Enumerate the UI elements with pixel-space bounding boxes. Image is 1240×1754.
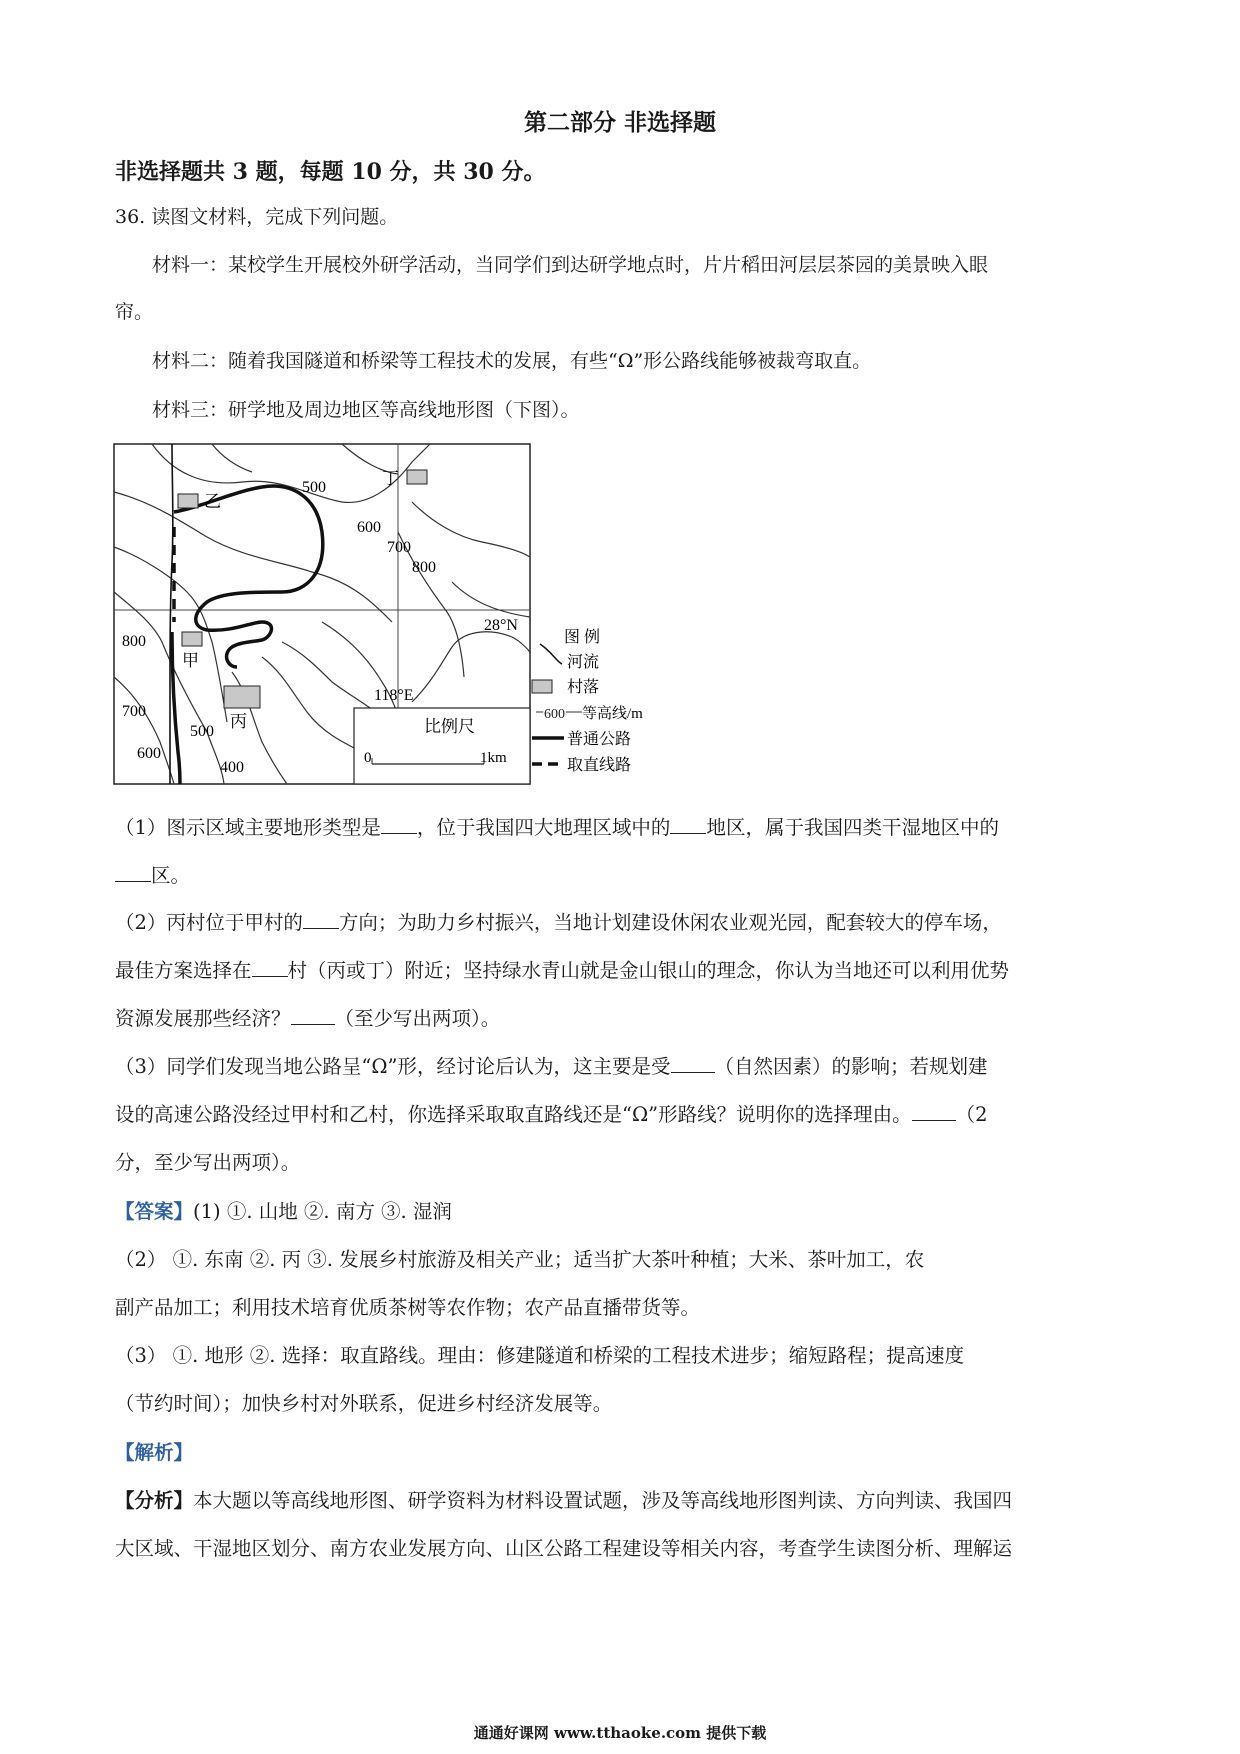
- village-jia-label: 甲: [182, 651, 199, 670]
- answer-2-line1: （2） ①. 东南 ②. 丙 ③. 发展乡村旅游及相关产业；适当扩大茶叶种植；大米、茶叶加工，农: [115, 1248, 925, 1271]
- subquestion-1-line2: 区。: [115, 860, 190, 888]
- answer-blank[interactable]: [291, 1006, 335, 1025]
- section-title: 第二部分 非选择题: [523, 109, 716, 136]
- subquestion-2-line2: 最佳方案选择在 村（丙或丁）附近；坚持绿水青山就是金山银山的理念，你认为当地还可以利用优势: [115, 959, 1010, 982]
- answer-blank[interactable]: [115, 863, 151, 882]
- answer-blank[interactable]: [381, 815, 417, 834]
- contour-label: 400: [220, 759, 244, 776]
- analysis-line2: 大区域、干湿地区划分、南方农业发展方向、山区公路工程建设等相关内容，考查学生读图分析、理解运: [115, 1537, 1013, 1560]
- material-three: 材料三：研学地及周边地区等高线地形图（下图）。: [152, 399, 580, 421]
- answer-blank[interactable]: [912, 1102, 956, 1121]
- contour-label: 600: [137, 745, 161, 762]
- village-ding-marker: [407, 470, 427, 484]
- legend-river-symbol: [540, 644, 562, 664]
- analysis-line1: 【分析】本大题以等高线地形图、研学资料为材料设置试题，涉及等高线地形图判读、方向判读、我国四: [115, 1489, 1013, 1512]
- village-jia-marker: [182, 632, 202, 646]
- legend-village: 村落: [567, 679, 600, 696]
- answer-blank[interactable]: [670, 815, 706, 834]
- answer-2-line2: 副产品加工；利用技术培育优质茶树等农作物；农产品直播带货等。: [115, 1296, 701, 1319]
- footer-text: 通通好课网 www.tthaoke.com 提供下载: [473, 1724, 767, 1742]
- village-ding-label: 丁: [382, 469, 399, 488]
- longitude-label: 118°E: [374, 687, 414, 704]
- legend-village-symbol: [532, 680, 552, 693]
- subquestion-2-line1: （2）丙村位于甲村的 方向；为助力乡村振兴，当地计划建设休闲农业观光园，配套较大的停车场，: [115, 911, 1002, 934]
- subquestion-1-line1: （1）图示区域主要地形类型是 ，位于我国四大地理区域中的 地区，属于我国四类干湿地区中的: [115, 816, 999, 839]
- contour-label: 700: [122, 703, 146, 720]
- scale-distance: 1km: [480, 750, 507, 766]
- subquestion-3-line2: 设的高速公路没经过甲村和乙村，你选择采取取直路线还是“Ω”形路线？说明你的选择理由。 （2: [115, 1103, 988, 1126]
- map-legend: [532, 628, 643, 774]
- contour-label: 500: [302, 479, 326, 496]
- question-intro: 36. 读图文材料，完成下列问题。: [115, 206, 399, 228]
- contour-label: 800: [122, 633, 146, 650]
- legend-straight-road: 取直线路: [567, 757, 632, 774]
- village-yi-marker: [178, 494, 198, 508]
- contour-label: 500: [190, 723, 214, 740]
- contour-label: 600: [357, 519, 381, 536]
- material-one-line1: 材料一：某校学生开展校外研学活动，当同学们到达研学地点时，片片稻田河层层茶园的美景映入眼: [152, 254, 989, 276]
- legend-contour-value: 600: [544, 707, 565, 722]
- subquestion-2-line3: 资源发展那些经济？ （至少写出两项）。: [115, 1007, 501, 1030]
- scale-zero: 0: [364, 750, 372, 766]
- subquestion-3-line3: 分，至少写出两项）。: [115, 1151, 301, 1174]
- material-two: 材料二：随着我国隧道和桥梁等工程技术的发展，有些“Ω”形公路线能够被裁弯取直。: [152, 350, 872, 372]
- contour-map: [112, 442, 687, 792]
- latitude-label: 28°N: [484, 617, 518, 634]
- material-one-line2: 帘。: [115, 301, 154, 323]
- contour-label: 700: [387, 539, 411, 556]
- answer-3-line1: （3） ①. 地形 ②. 选择：取直路线。理由：修建隧道和桥梁的工程技术进步；缩短路程；提高速度: [115, 1344, 965, 1367]
- answer-label: 【答案】: [115, 1200, 194, 1223]
- answer-blank[interactable]: [303, 910, 339, 929]
- subquestion-3-line1: （3）同学们发现当地公路呈“Ω”形，经讨论后认为，这主要是受 （自然因素）的影响；若规划建: [115, 1055, 988, 1078]
- legend-river: 河流: [567, 654, 600, 671]
- scale-title: 比例尺: [424, 717, 475, 736]
- village-yi-label: 乙: [204, 492, 221, 511]
- answer-blank[interactable]: [671, 1054, 715, 1073]
- legend-road: 普通公路: [567, 731, 632, 748]
- legend-contour: 等高线/m: [582, 706, 643, 722]
- section-instruction: 非选择题共 3 题，每题 10 分，共 30 分。: [115, 159, 546, 185]
- answer-blank[interactable]: [252, 958, 288, 977]
- contour-label: 800: [412, 559, 436, 576]
- village-bing-label: 丙: [230, 712, 247, 731]
- answer-3-line2: （节约时间）；加快乡村对外联系，促进乡村经济发展等。: [115, 1392, 613, 1415]
- village-bing-marker: [224, 686, 260, 708]
- legend-title: 图 例: [564, 629, 601, 646]
- answer-1: 【答案】(1) ①. 山地 ②. 南方 ③. 湿润: [115, 1200, 452, 1223]
- analysis-label: 【解析】: [115, 1441, 194, 1464]
